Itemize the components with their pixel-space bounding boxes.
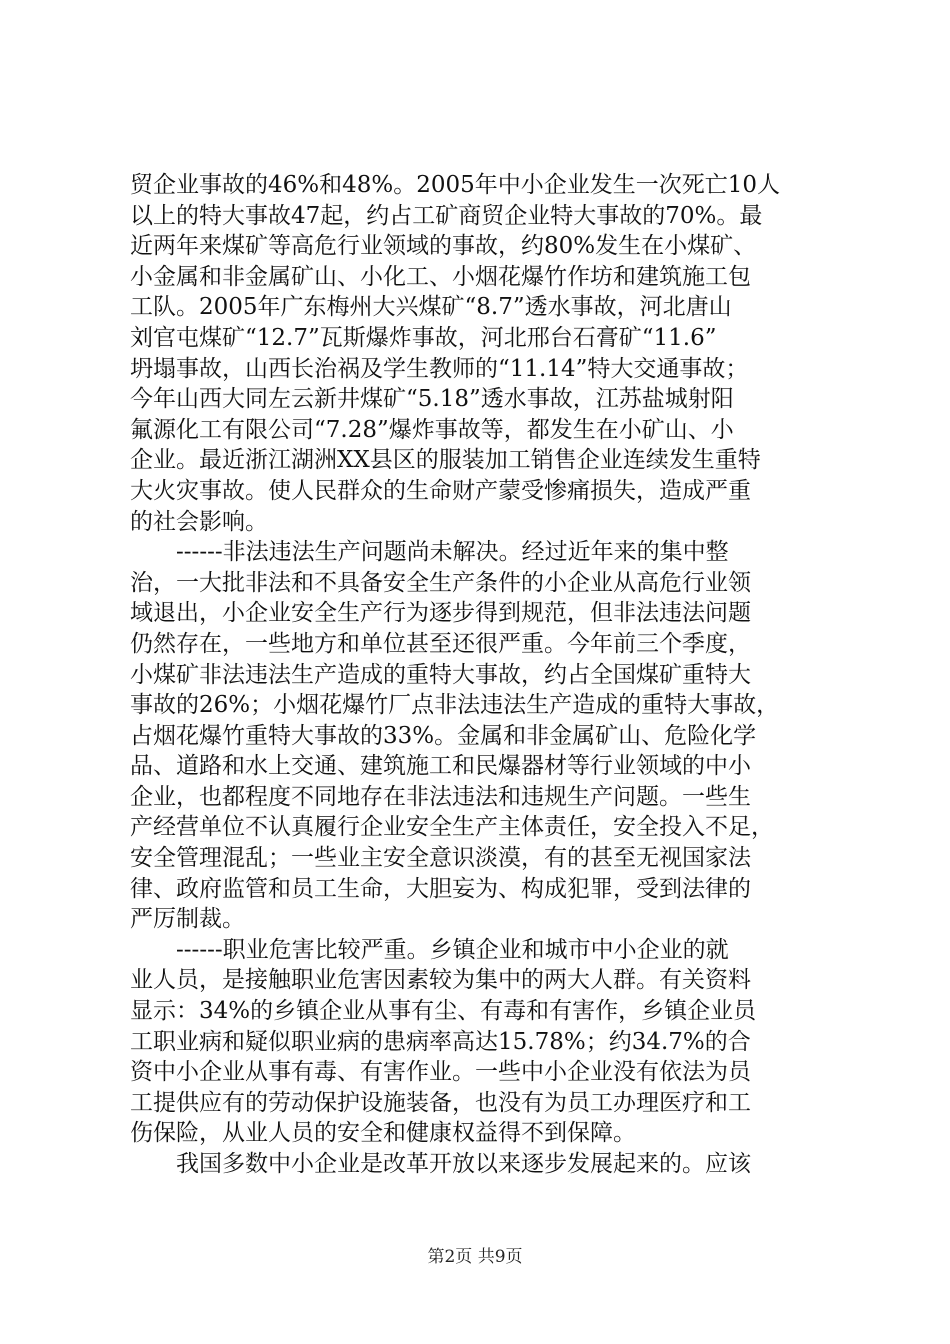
text-line: 安全管理混乱；一些业主安全意识淡漠，有的甚至无视国家法 bbox=[130, 845, 751, 872]
text-line: 刘官屯煤矿“12.7”瓦斯爆炸事故，河北邢台石膏矿“11.6” bbox=[130, 324, 717, 351]
text-line: 工队。2005年广东梅州大兴煤矿“8.7”透水事故，河北唐山 bbox=[130, 294, 732, 321]
text-line: 治，一大批非法和不具备安全生产条件的小企业从高危行业领 bbox=[130, 569, 751, 596]
text-line: 业人员，是接触职业危害因素较为集中的两大人群。有关资料 bbox=[130, 967, 751, 994]
text-line: 显示：34%的乡镇企业从事有尘、有毒和有害作，乡镇企业员 bbox=[130, 998, 757, 1025]
text-line: 小金属和非金属矿山、小化工、小烟花爆竹作坊和建筑施工包 bbox=[130, 263, 751, 290]
text-line: ------非法违法生产问题尚未解决。经过近年来的集中整 bbox=[130, 539, 729, 566]
text-line: 近两年来煤矿等高危行业领域的事故，约80%发生在小煤矿、 bbox=[130, 233, 757, 260]
text-line: 工职业病和疑似职业病的患病率高达15.78%；约34.7%的合 bbox=[130, 1028, 751, 1055]
text-line: 的社会影响。 bbox=[130, 508, 268, 535]
paragraph-accident-statistics bbox=[130, 170, 830, 537]
text-line: 今年山西大同左云新井煤矿“5.18”透水事故，江苏盐城射阳 bbox=[130, 386, 734, 413]
paragraph-illegal-production bbox=[130, 537, 830, 935]
text-line: 贸企业事故的46%和48%。2005年中小企业发生一次死亡10人 bbox=[130, 172, 781, 198]
text-line: 小煤矿非法违法生产造成的重特大事故，约占全国煤矿重特大 bbox=[130, 661, 751, 688]
text-line: 域退出，小企业安全生产行为逐步得到规范，但非法违法问题 bbox=[130, 600, 751, 627]
text-line: 工提供应有的劳动保护设施装备，也没有为员工办理医疗和工 bbox=[130, 1089, 751, 1116]
text-line: ------职业危害比较严重。乡镇企业和城市中小企业的就 bbox=[130, 936, 729, 963]
text-line: 占烟花爆竹重特大事故的33%。金属和非金属矿山、危险化学 bbox=[130, 722, 757, 749]
text-line: 伤保险，从业人员的安全和健康权益得不到保障。 bbox=[130, 1120, 636, 1147]
text-line: 企业。最近浙江湖洲XX县区的服装加工销售企业连续发生重特 bbox=[130, 447, 761, 474]
paragraph-sme-development bbox=[130, 1149, 830, 1180]
text-line: 产经营单位不认真履行企业安全生产主体责任，安全投入不足， bbox=[130, 814, 774, 841]
text-line: 坍塌事故，山西长治祸及学生教师的“11.14”特大交通事故； bbox=[130, 355, 749, 382]
text-line: 品、道路和水上交通、建筑施工和民爆器材等行业领域的中小 bbox=[130, 753, 751, 780]
text-line: 资中小企业从事有毒、有害作业。一些中小企业没有依法为员 bbox=[130, 1059, 751, 1086]
page-number-footer: 第2页 共9页 bbox=[427, 1247, 523, 1267]
text-line: 律、政府监管和员工生命，大胆妄为、构成犯罪，受到法律的 bbox=[130, 875, 751, 902]
text-line: 严厉制裁。 bbox=[130, 906, 245, 933]
paragraph-occupational-hazards bbox=[130, 935, 830, 1149]
text-line: 大火灾事故。使人民群众的生命财产蒙受惨痛损失，造成严重 bbox=[130, 477, 751, 504]
text-line: 氟源化工有限公司“7.28”爆炸事故等，都发生在小矿山、小 bbox=[130, 416, 734, 443]
text-line: 事故的26%；小烟花爆竹厂点非法违法生产造成的重特大事故， bbox=[130, 692, 780, 719]
document-body bbox=[130, 170, 830, 1180]
text-line: 企业，也都程度不同地存在非法违法和违规生产问题。一些生 bbox=[130, 783, 751, 810]
text-line: 以上的特大事故47起，约占工矿商贸企业特大事故的70%。最 bbox=[130, 202, 763, 229]
text-line: 仍然存在，一些地方和单位甚至还很严重。今年前三个季度， bbox=[130, 630, 751, 657]
text-line: 我国多数中小企业是改革开放以来逐步发展起来的。应该 bbox=[130, 1151, 751, 1177]
